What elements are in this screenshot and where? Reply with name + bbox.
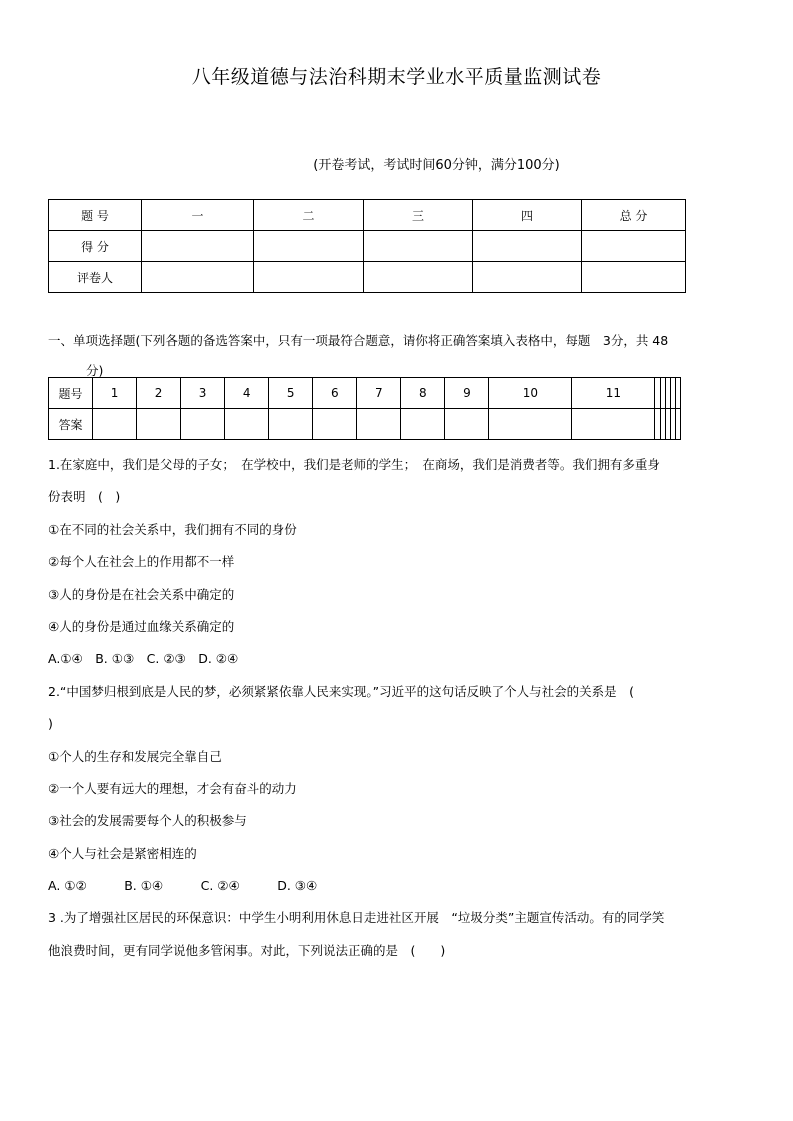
option-statement: ①个人的生存和发展完全靠自己 <box>48 748 222 764</box>
grader-row <box>49 262 686 293</box>
option-statement: ②一个人要有远大的理想，才会有奋斗的动力 <box>48 780 297 796</box>
score-header-cell: 二 <box>254 200 364 231</box>
score-cell[interactable] <box>582 231 686 262</box>
answer-cell[interactable] <box>313 409 357 440</box>
exam-info: (开卷考试，考试时间60分钟，满分100分) <box>313 158 560 173</box>
score-table <box>48 199 686 293</box>
option-statement: ③社会的发展需要每个人的积极参与 <box>48 813 247 829</box>
question-number-cell: 9 <box>445 378 489 409</box>
question-number-cell: 7 <box>357 378 401 409</box>
question-number-cell: 10 <box>489 378 572 409</box>
question-text: 2.“中国梦归根到底是人民的梦，必须紧紧依靠人民来实现。”习近平的这句话反映了个人与社会的关系是 ( <box>48 683 635 699</box>
question-text: ) <box>48 716 53 732</box>
answer-cell[interactable] <box>445 409 489 440</box>
questions-body <box>48 451 718 969</box>
score-cell[interactable] <box>142 231 254 262</box>
question-text: 3 .为了增强社区居民的环保意识：中学生小明利用休息日走进社区开展 “垃圾分类”主题宣传活动。有的同学笑 <box>48 910 665 926</box>
score-row-label: 得 分 <box>49 231 142 262</box>
answer-choices: A.①④ B. ①③ C. ②③ D. ②④ <box>48 651 239 667</box>
score-header-cell: 四 <box>473 200 582 231</box>
answer-row-label: 题号 <box>49 378 93 409</box>
question-number-cell: 2 <box>137 378 181 409</box>
question-number-cell: 4 <box>225 378 269 409</box>
answer-choices: A. ①② B. ①④ C. ②④ D. ③④ <box>48 878 318 894</box>
grader-cell[interactable] <box>364 262 473 293</box>
question-text: 份表明 ( ) <box>48 489 121 505</box>
grader-cell[interactable] <box>254 262 364 293</box>
answer-cell[interactable] <box>181 409 225 440</box>
section-heading-line: 分) <box>86 363 104 378</box>
answer-number-row <box>49 378 681 409</box>
answer-table <box>48 377 681 440</box>
question-text: 1.在家庭中，我们是父母的子女； 在学校中，我们是老师的学生； 在商场，我们是消费者等。我们拥有多重身 <box>48 457 660 472</box>
score-header-cell: 总 分 <box>582 200 686 231</box>
score-header-cell: 一 <box>142 200 254 231</box>
grader-cell[interactable] <box>473 262 582 293</box>
answer-cell[interactable] <box>357 409 401 440</box>
answer-cell[interactable] <box>675 409 680 440</box>
section-heading-line: 一、单项选择题(下列各题的备选答案中，只有一项最符合题意，请你将正确答案填入表格中，每题 3分，共 48 <box>48 333 669 348</box>
option-statement: ①在不同的社会关系中，我们拥有不同的身份 <box>48 521 297 537</box>
page-title: 八年级道德与法治科期末学业水平质量监测试卷 <box>191 66 602 88</box>
score-header-cell: 题 号 <box>49 200 142 231</box>
score-cell[interactable] <box>364 231 473 262</box>
score-header-row <box>49 200 686 231</box>
question-number-cell: 1 <box>93 378 137 409</box>
question-number-cell: 8 <box>401 378 445 409</box>
option-statement: ③人的身份是在社会关系中确定的 <box>48 586 235 602</box>
option-statement: ②每个人在社会上的作用都不一样 <box>48 554 235 570</box>
question-number-cell: 6 <box>313 378 357 409</box>
score-header-cell: 三 <box>364 200 473 231</box>
answer-cell[interactable] <box>93 409 137 440</box>
option-statement: ④个人与社会是紧密相连的 <box>48 845 197 861</box>
answer-fill-row <box>49 409 681 440</box>
answer-cell[interactable] <box>269 409 313 440</box>
answer-cell[interactable] <box>401 409 445 440</box>
question-number-cell: 5 <box>269 378 313 409</box>
answer-cell[interactable] <box>489 409 572 440</box>
answer-cell[interactable] <box>572 409 655 440</box>
question-number-cell: 3 <box>181 378 225 409</box>
answer-cell[interactable] <box>225 409 269 440</box>
answer-cell[interactable] <box>137 409 181 440</box>
answer-row-label: 答案 <box>49 409 93 440</box>
score-cell[interactable] <box>473 231 582 262</box>
score-row <box>49 231 686 262</box>
grader-row-label: 评卷人 <box>49 262 142 293</box>
question-number-cell <box>675 378 680 409</box>
grader-cell[interactable] <box>582 262 686 293</box>
score-cell[interactable] <box>254 231 364 262</box>
grader-cell[interactable] <box>142 262 254 293</box>
question-number-cell: 11 <box>572 378 655 409</box>
option-statement: ④人的身份是通过血缘关系确定的 <box>48 618 235 634</box>
question-text: 他浪费时间，更有同学说他多管闲事。对此，下列说法正确的是 ( ) <box>48 942 446 958</box>
